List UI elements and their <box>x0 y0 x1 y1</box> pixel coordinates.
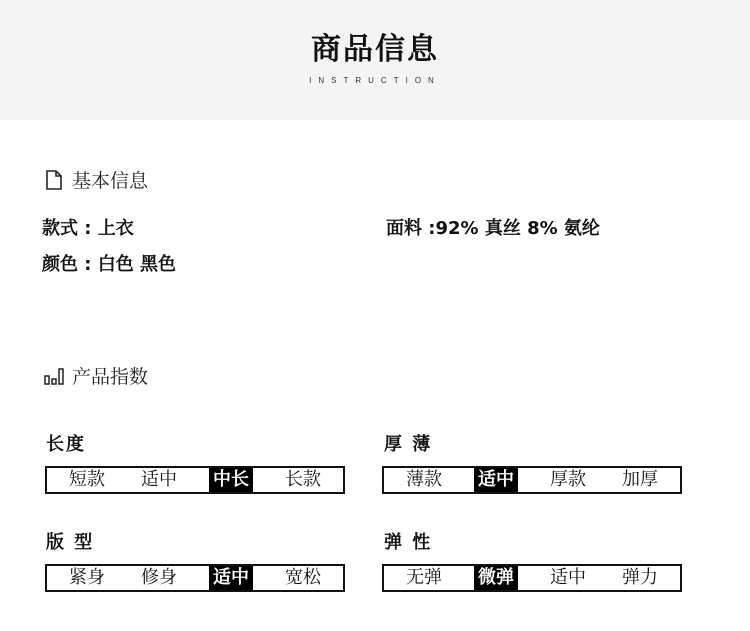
thickness-option: 厚款 <box>550 469 586 490</box>
fit-label: 版 型 <box>46 532 95 553</box>
fabric-attr: 面料 :92% 真丝 8% 氨纶 <box>386 218 600 239</box>
length-option: 中长 <box>209 468 253 492</box>
thickness-label: 厚 薄 <box>384 434 433 455</box>
basic-info-title: 基本信息 <box>72 170 149 192</box>
elasticity-label: 弹 性 <box>384 532 433 553</box>
header-banner <box>0 0 750 120</box>
elasticity-option: 弹力 <box>622 567 658 588</box>
color-attr: 颜色 : 白色 黑色 <box>42 254 176 275</box>
page-title: 商品信息 <box>311 32 439 67</box>
thickness-scale <box>382 466 682 494</box>
length-label: 长度 <box>46 434 86 455</box>
fit-option: 宽松 <box>285 567 321 588</box>
document-icon <box>44 170 64 190</box>
style-attr: 款式 : 上衣 <box>42 218 134 239</box>
fit-scale <box>45 564 345 592</box>
elasticity-option: 适中 <box>550 567 586 588</box>
length-scale <box>45 466 345 494</box>
product-index-heading <box>44 362 148 389</box>
length-option: 长款 <box>285 469 321 490</box>
length-option: 短款 <box>69 469 105 490</box>
elasticity-option: 无弹 <box>406 567 442 588</box>
bar-chart-icon <box>44 366 64 386</box>
fit-option: 紧身 <box>69 567 105 588</box>
elasticity-scale <box>382 564 682 592</box>
elasticity-option: 微弹 <box>474 566 518 590</box>
fit-option: 适中 <box>209 566 253 590</box>
product-index-title: 产品指数 <box>72 366 149 388</box>
thickness-option: 薄款 <box>406 469 442 490</box>
basic-info-heading <box>44 166 148 193</box>
thickness-option: 加厚 <box>622 469 658 490</box>
page-subtitle: INSTRUCTION <box>309 76 441 85</box>
thickness-option: 适中 <box>474 468 518 492</box>
fit-option: 修身 <box>141 567 177 588</box>
length-option: 适中 <box>141 469 177 490</box>
